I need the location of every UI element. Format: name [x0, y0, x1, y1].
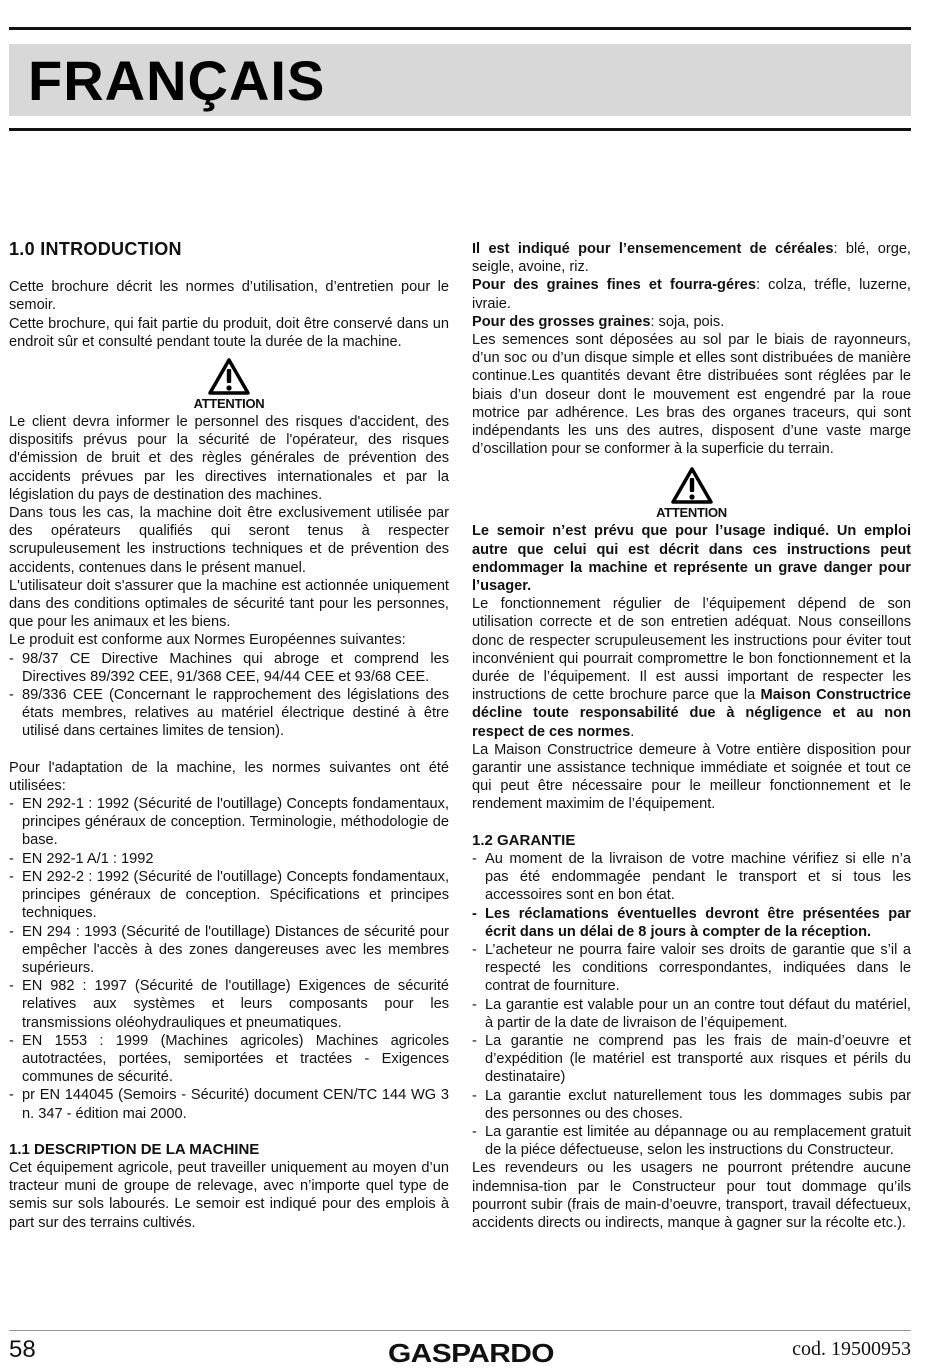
description-heading: 1.1 DESCRIPTION DE LA MACHINE	[9, 1140, 260, 1158]
list-item: - La garantie est valable pour un an contre tout défaut du matériel, à partir de la date de livraison de l’équipement.	[472, 996, 911, 1032]
list-item: - EN 982 : 1997 (Sécurité de l'outillage) Exigences de sécurité relatives aux systèmes et leurs composants pour les transmissions oléohydrauliques et pneumatiques.	[9, 977, 449, 1032]
fine-seeds-label: Pour des graines fines et fourra-géres	[472, 277, 756, 294]
header-top-rule	[9, 27, 911, 30]
paragraph-client: Le client devra informer le personnel des risques d'accident, des dispositifs prévus pour la sécurité de l'opérateur, des risques d'émission de bruit et des règles générales de prévention des accidents prévues par les directives internationales et par la législation du pays de destination des machines.	[9, 414, 449, 503]
warning-triangle-icon	[670, 466, 714, 506]
list-item: - La garantie est limitée au dépannage ou au remplacement gratuit de la piéce défectueuse, selon les instructions du Constructeur.	[472, 1123, 911, 1159]
list-item: - La garantie ne comprend pas les frais de main-d’oeuvre et d’expédition (le matériel est transporté aux risques et périls du destinataire)	[472, 1032, 911, 1087]
description-paragraph: Cet équipement agricole, peut traveiller uniquement au moyen d’un tracteur muni de groupe de relevage, avec n’importe quel type de semis sur sols labourés. Le semoir est indiqué pour des emplois à part sur des terrains cultivés.	[9, 1159, 449, 1231]
paragraph-utilisateur: L'utilisateur doit s'assurer que la machine est actionnée uniquement dans des conditions optimales de sécurité tant pour les personnes, que pour les animaux et les biens.	[9, 577, 449, 631]
right-column	[472, 240, 911, 1232]
intro-heading: 1.0 INTRODUCTION	[9, 239, 182, 259]
list-item: - La garantie exclut naturellement tous les dommages subis par des personnes ou des choses.	[472, 1087, 911, 1123]
large-seeds-label: Pour des grosses graines	[472, 313, 651, 330]
paragraph-semences: Les semences sont déposées au sol par le biais de rayonneurs, d’un soc ou d’un disque simple et elles sont distribuées de manière continue.Les quantités devant être distribuées sont réglées par le biais d’un doseur dont le mouvement est engendré par la roue motrice par adhérence. Les bras des organes traceurs, qui sont indépendants les uns des autres, disposent d’une vaste marge d’oscillation pour se conformer à la superficie du terrain.	[472, 332, 911, 458]
header-bottom-rule	[9, 128, 911, 131]
document-code: cod. 19500953	[792, 1338, 911, 1360]
fonctionnement-bold: Maison Constructrice décline toute responsabilité due à négligence et au non respect de ces normes	[472, 687, 911, 740]
paragraph-maison: La Maison Constructrice demeure à Votre entière disposition pour garantir une assistance technique immédiate et soignée et tout ce qui peut être nécessaire pour le meilleur fonctionnement et le rendement maximim de l’équipement.	[472, 741, 911, 813]
cereals-line	[472, 240, 911, 276]
norms-list	[9, 650, 449, 741]
list-item: - Les réclamations éventuelles devront être présentées par écrit dans un délai de 8 jours à compter de la réception.	[472, 905, 911, 941]
paragraph-revendeurs: Les revendeurs ou les usagers ne pourront prétendre aucune indemnisa-tion par le Constructeur pour tout dommage qu’ils pourront subir (frais de main-d’oeuvre, transport, travail défectueux, accidents directs ou indirects, manque à gagner sur la récolte etc.).	[472, 1160, 911, 1231]
brand-logo: GASPARDO	[388, 1338, 554, 1368]
fine-seeds-text: : colza, tréfle, luzerne, ivraie.	[472, 277, 911, 312]
fine-seeds-line	[472, 276, 911, 312]
warning-triangle-icon	[207, 357, 251, 397]
attention-block-left	[9, 357, 449, 411]
attention-label: ATTENTION	[656, 505, 727, 521]
paragraph-cas: Dans tous les cas, la machine doit être exclusivement utilisée par des opérateurs qualifiés qui seront tenus à respecter scrupuleusement les instructions techniques et de prévention des accidents, contenues dans le présent manuel.	[9, 505, 449, 576]
paragraph-conformite: Le produit est conforme aux Normes Européennes suivantes:	[9, 632, 406, 649]
list-item: - EN 292-1 A/1 : 1992	[9, 850, 449, 868]
list-item: - L’acheteur ne pourra faire valoir ses droits de garantie que s’il a respecté les conditions correspondantes, indiquées dans le contrat de fourniture.	[472, 941, 911, 996]
list-item: - 89/336 CEE (Concernant le rapprochement des législations des états membres, relatives au matériel électrique destiné à être utilisé dans certaines limites de tension).	[9, 686, 449, 741]
list-item: - EN 292-2 : 1992 (Sécurité de l'outillage) Concepts fondamentaux, principes généraux de conception. Spécifications et principes techniques.	[9, 868, 449, 923]
list-item: - 98/37 CE Directive Machines qui abroge et comprend les Directives 89/392 CEE, 91/368 CEE, 94/44 CEE et 93/68 CEE.	[9, 650, 449, 686]
fonctionnement-text: Le fonctionnement régulier de l’équipement dépend de son utilisation correcte et de son entretien adéquat. Nous conseillons donc de respecter scrupuleusement les instructions pour éviter tout inconvénient qui pourrait compromettre le bon fonctionnement et la durée de l’équipement. Il est aussi important de respecter les instructions de cette brochure parce que la	[472, 596, 911, 704]
paragraph-fonctionnement	[472, 595, 911, 741]
list-item: - EN 294 : 1993 (Sécurité de l'outillage) Distances de sécurité pour empêcher l'accès à des zones dangereuses avec les membres supérieurs.	[9, 923, 449, 978]
large-seeds-text: : soja, pois.	[650, 313, 725, 330]
page-number: 58	[9, 1336, 36, 1363]
list-item: - pr EN 144045 (Semoirs - Sécurité) document CEN/TC 144 WG 3 n. 347 - édition mai 2000.	[9, 1086, 449, 1122]
list-item: - EN 292-1 : 1992 (Sécurité de l'outillage) Concepts fondamentaux, principes généraux de conception. Terminologie, méthodologie de base.	[9, 795, 449, 850]
cereals-text: : blé, orge, seigle, avoine, riz.	[472, 241, 911, 276]
cereals-label: Il est indiqué pour l’ensemencement de céréales	[472, 241, 834, 257]
intro-paragraph-2: Cette brochure, qui fait partie du produit, doit être conservé dans un endroit sûr et consulté pendant toute la durée de la machine.	[9, 315, 449, 350]
page-title: FRANÇAIS	[28, 49, 326, 112]
fonctionnement-end: .	[630, 723, 635, 740]
large-seeds-line	[472, 313, 911, 331]
intro-paragraph-1: Cette brochure décrit les normes d’utilisation, d’entretien pour le semoir.	[9, 279, 449, 314]
list-item: - EN 1553 : 1999 (Machines agricoles) Machines agricoles autotractées, portées, semiportées et tractées - Exigences communes de sécurité.	[9, 1032, 449, 1087]
footer-rule	[9, 1330, 911, 1331]
attention-label: ATTENTION	[193, 396, 265, 412]
warranty-list	[472, 850, 911, 1159]
warning-paragraph: Le semoir n’est prévu que pour l’usage indiqué. Un emploi autre que celui qui est décrit dans ces instructions peut endommager la machine et représente un grave danger pour l’usager.	[472, 523, 911, 595]
attention-block-right	[472, 466, 911, 520]
warranty-heading: 1.2 GARANTIE	[472, 831, 576, 849]
left-column	[9, 240, 449, 1232]
standards-list	[9, 795, 449, 1123]
list-item: - Au moment de la livraison de votre machine vérifiez si elle n’a pas été endommagée pendant le transport et si tous les accessoires sont en bon état.	[472, 850, 911, 905]
paragraph-adaptation: Pour l'adaptation de la machine, les normes suivantes ont été utilisées:	[9, 759, 449, 794]
